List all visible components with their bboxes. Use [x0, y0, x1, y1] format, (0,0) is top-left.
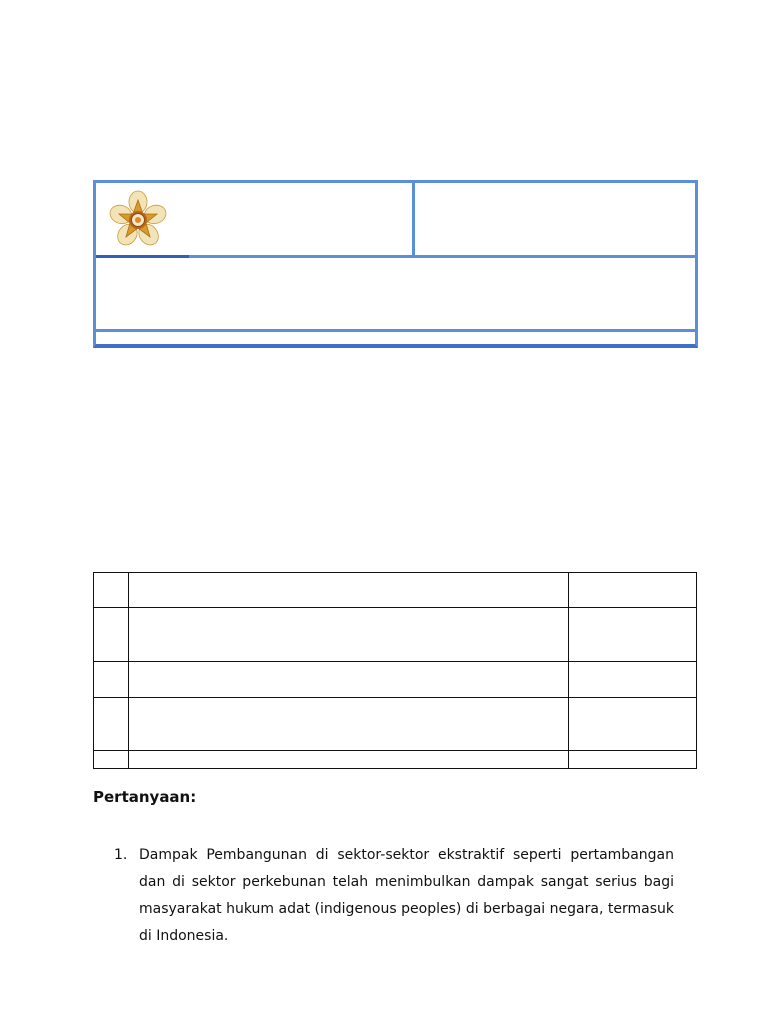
table-row: [94, 698, 697, 751]
header-logo-cell: [96, 183, 415, 255]
list-item: [114, 842, 674, 950]
question-number: 1.: [114, 847, 128, 863]
header-middle-row: [96, 258, 695, 332]
header-top-row: [96, 183, 695, 258]
document-header-box: [93, 180, 698, 348]
question-text: Dampak Pembangunan di sektor-sektor ekstraktif seperti pertambangan dan di sektor perkebunan telah menimbulkan dampak sangat serius bagi masyarakat hukum adat (indigenous peoples) di berbagai negara, termasuk di Indonesia.: [139, 847, 674, 944]
questions-list: [114, 842, 674, 950]
table-row: [94, 608, 697, 662]
assessment-table: [93, 572, 697, 769]
university-seal-icon: [108, 190, 168, 250]
table-row: [94, 573, 697, 608]
table-row: [94, 751, 697, 769]
table-row: [94, 662, 697, 698]
questions-heading: Pertanyaan:: [93, 788, 197, 806]
